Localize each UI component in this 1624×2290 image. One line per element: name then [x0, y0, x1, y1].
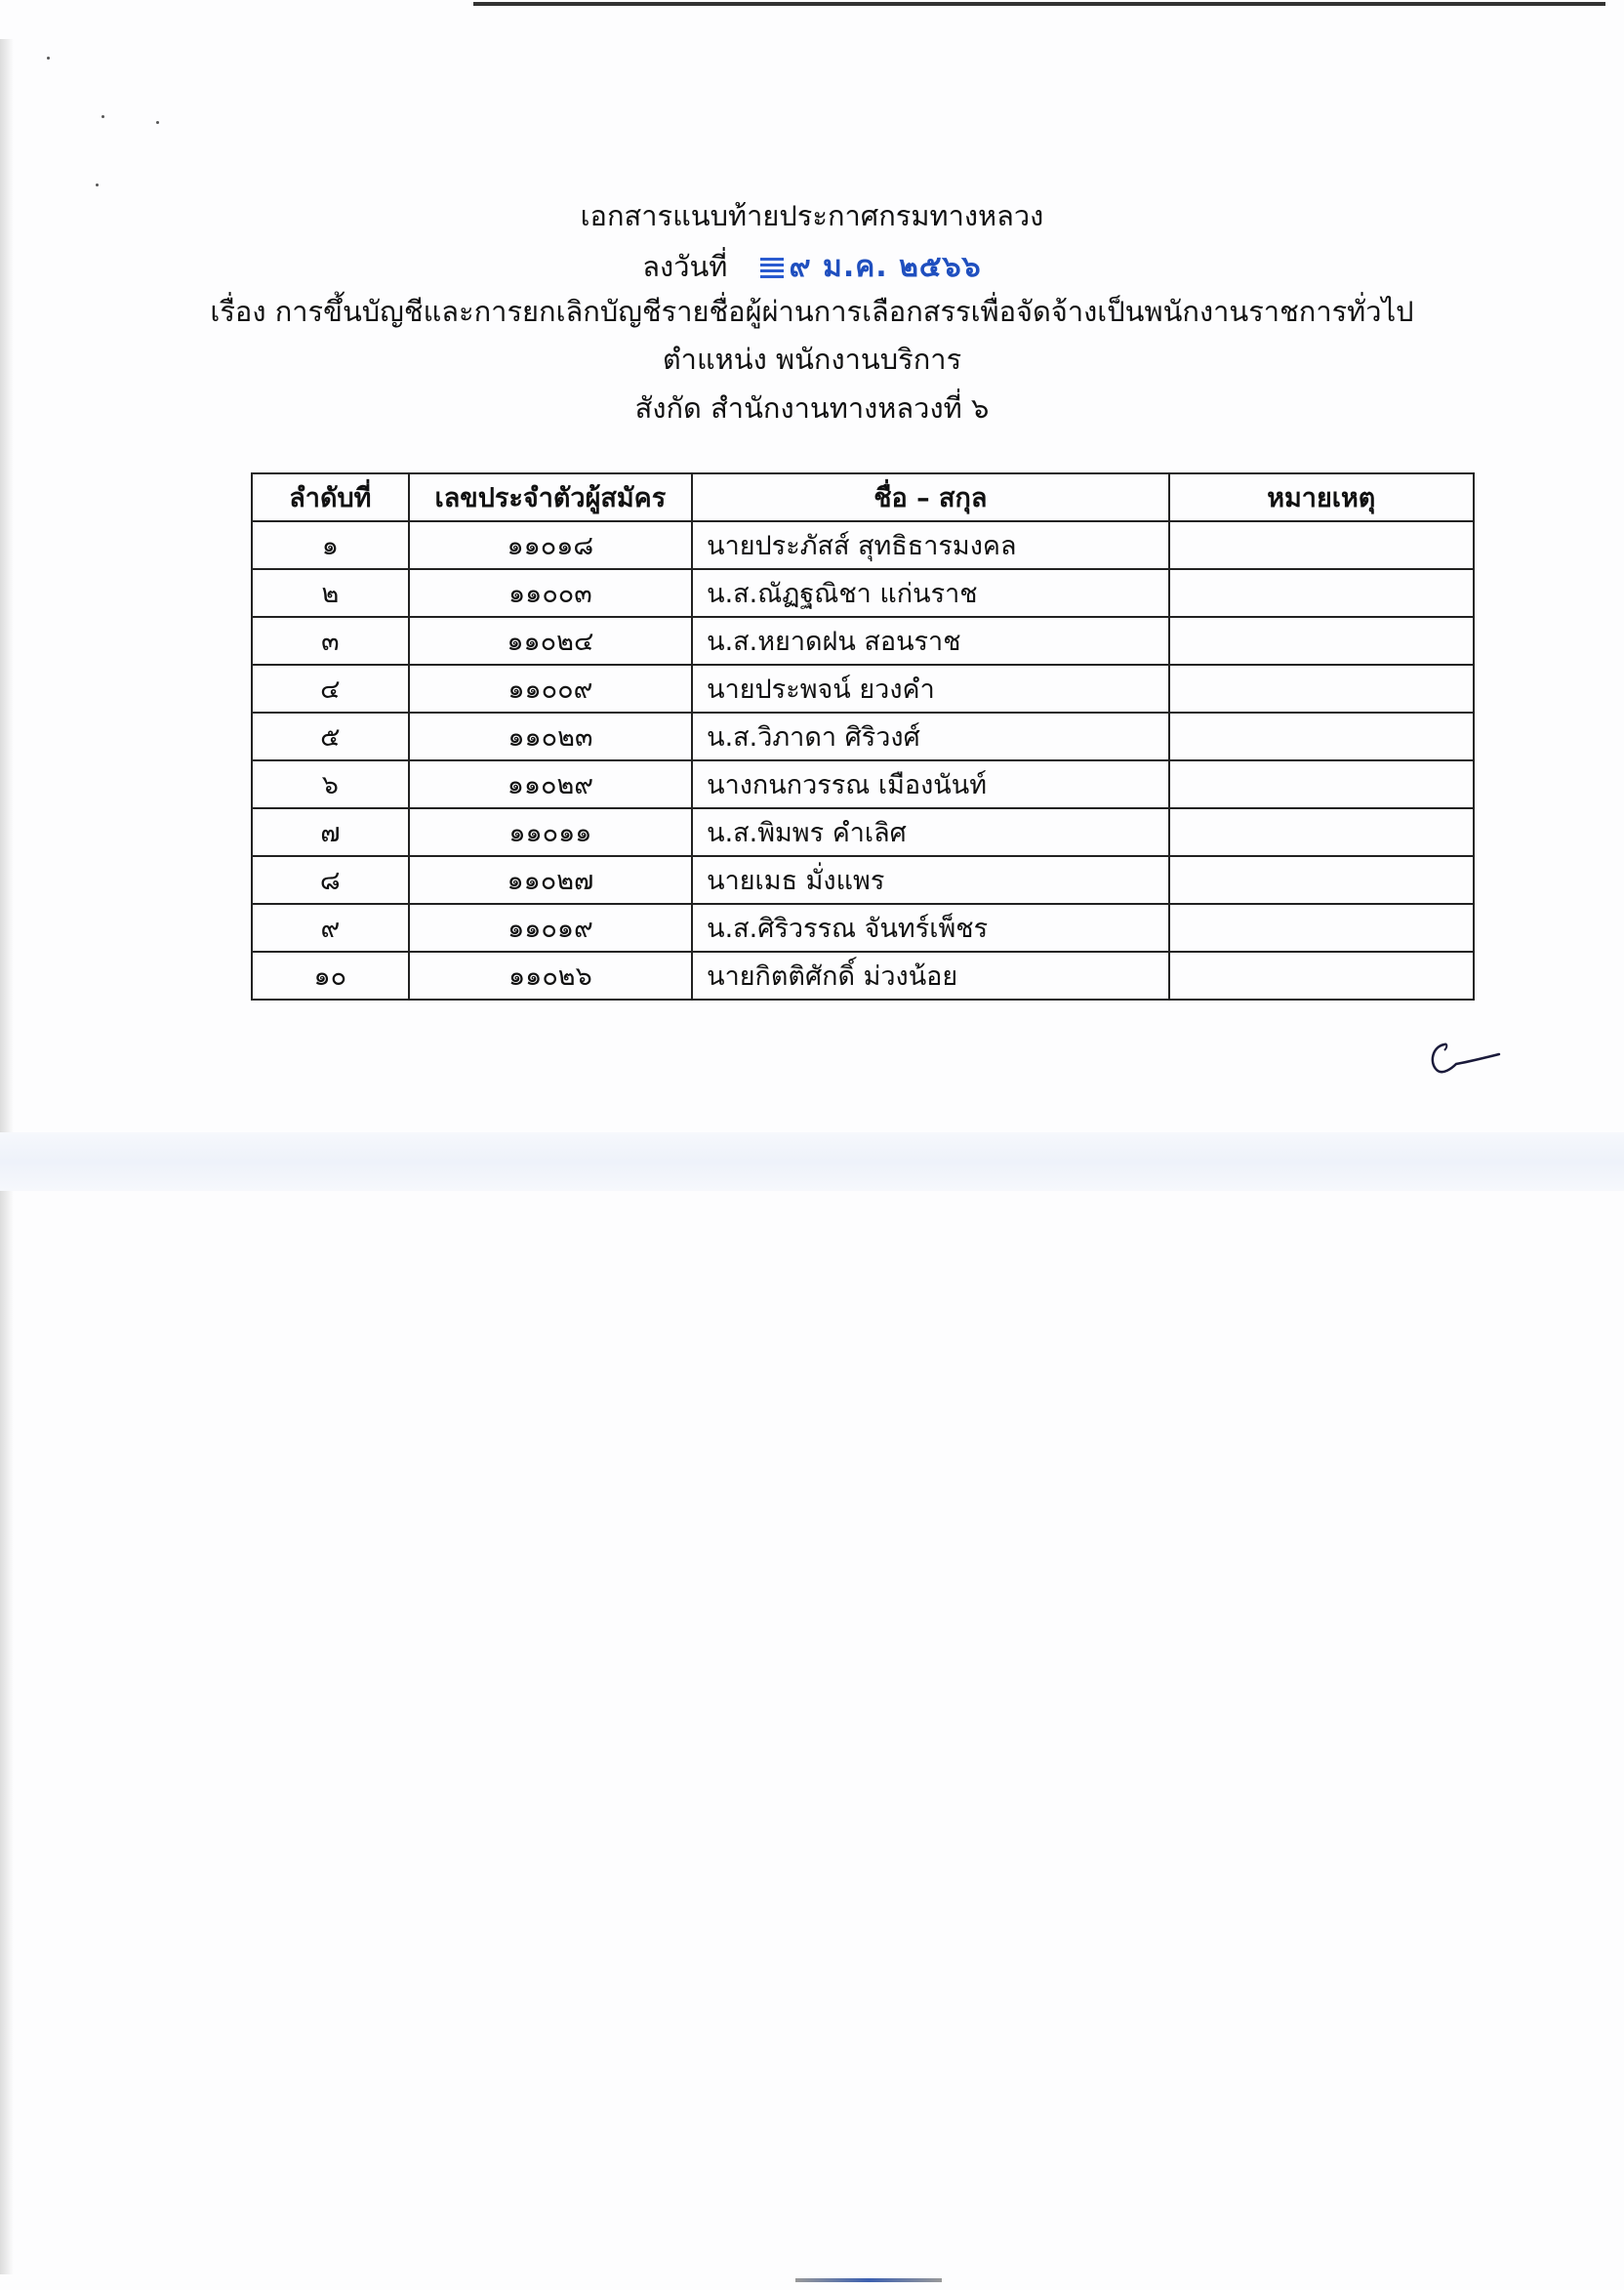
- paper-fold-shade: [0, 1132, 1624, 1191]
- initial-signature: [1423, 1033, 1501, 1082]
- cell-remark: [1169, 521, 1474, 569]
- cell-order: ๔: [252, 665, 409, 713]
- header-remark: หมายเหตุ: [1169, 473, 1474, 521]
- cell-remark: [1169, 856, 1474, 904]
- table-row: [252, 952, 1474, 1000]
- table-row: [252, 665, 1474, 713]
- header-applicant-id: เลขประจำตัวผู้สมัคร: [409, 473, 692, 521]
- subject-line: เรื่อง การขึ้นบัญชีและการยกเลิกบัญชีรายชื่อผู้ผ่านการเลือกสรรเพื่อจัดจ้างเป็นพนักงานราชการทั่วไป: [210, 295, 1414, 328]
- cell-order: ๘: [252, 856, 409, 904]
- cell-remark: [1169, 808, 1474, 856]
- cell-applicant-id: ๑๑๐๑๑: [409, 808, 692, 856]
- scan-top-edge: [473, 2, 1605, 6]
- stamp-mark-icon: [760, 258, 784, 279]
- table-row: [252, 713, 1474, 760]
- cell-name: น.ส.ณัฏฐณิชา แก่นราช: [692, 569, 1168, 617]
- header-name: ชื่อ – สกุล: [692, 473, 1168, 521]
- document-title: เอกสารแนบท้ายประกาศกรมทางหลวง: [580, 199, 1044, 232]
- scan-bottom-mark: [795, 2278, 942, 2282]
- scan-speck: [96, 184, 99, 186]
- cell-name: น.ส.วิภาดา ศิริวงศ์: [692, 713, 1168, 760]
- cell-order: ๙: [252, 904, 409, 952]
- position-line: ตำแหน่ง พนักงานบริการ: [662, 343, 962, 376]
- cell-name: นายประพจน์ ยวงคำ: [692, 665, 1168, 713]
- cell-name: น.ส.พิมพร คำเลิศ: [692, 808, 1168, 856]
- cell-applicant-id: ๑๑๐๒๓: [409, 713, 692, 760]
- cell-name: น.ส.ศิริวรรณ จันทร์เพ็ชร: [692, 904, 1168, 952]
- cell-name: นางกนกวรรณ เมืองนันท์: [692, 760, 1168, 808]
- cell-applicant-id: ๑๑๐๒๖: [409, 952, 692, 1000]
- cell-name: นายกิตติศักดิ์ ม่วงน้อย: [692, 952, 1168, 1000]
- table-header-row: [252, 473, 1474, 521]
- date-line: [0, 244, 1624, 290]
- table-row: [252, 808, 1474, 856]
- cell-applicant-id: ๑๑๐๑๙: [409, 904, 692, 952]
- table-row: [252, 617, 1474, 665]
- table-row: [252, 904, 1474, 952]
- table-row: [252, 856, 1474, 904]
- cell-order: ๖: [252, 760, 409, 808]
- cell-applicant-id: ๑๑๐๒๙: [409, 760, 692, 808]
- cell-remark: [1169, 952, 1474, 1000]
- date-label: ลงวันที่: [642, 250, 728, 283]
- scan-speck: [47, 57, 50, 60]
- cell-applicant-id: ๑๑๐๒๔: [409, 617, 692, 665]
- cell-remark: [1169, 665, 1474, 713]
- table-row: [252, 569, 1474, 617]
- cell-order: ๑: [252, 521, 409, 569]
- cell-name: นายประภัสส์ สุทธิธารมงคล: [692, 521, 1168, 569]
- table-row: [252, 760, 1474, 808]
- scan-speck: [102, 115, 104, 118]
- cell-order: ๑๐: [252, 952, 409, 1000]
- table-row: [252, 521, 1474, 569]
- scan-speck: [156, 121, 159, 124]
- cell-order: ๕: [252, 713, 409, 760]
- date-stamp: [760, 244, 982, 290]
- cell-remark: [1169, 713, 1474, 760]
- cell-applicant-id: ๑๑๐๒๗: [409, 856, 692, 904]
- department-line: สังกัด สำนักงานทางหลวงที่ ๖: [634, 391, 990, 425]
- cell-applicant-id: ๑๑๐๑๘: [409, 521, 692, 569]
- cell-name: น.ส.หยาดฝน สอนราช: [692, 617, 1168, 665]
- cell-order: ๗: [252, 808, 409, 856]
- cell-remark: [1169, 569, 1474, 617]
- cell-remark: [1169, 760, 1474, 808]
- candidate-table: [251, 472, 1475, 1001]
- cell-applicant-id: ๑๑๐๐๙: [409, 665, 692, 713]
- cell-remark: [1169, 904, 1474, 952]
- cell-applicant-id: ๑๑๐๐๓: [409, 569, 692, 617]
- cell-order: ๓: [252, 617, 409, 665]
- header-order: ลำดับที่: [252, 473, 409, 521]
- cell-name: นายเมธ มั่งแพร: [692, 856, 1168, 904]
- cell-remark: [1169, 617, 1474, 665]
- date-stamp-text: ๙ ม.ค. ๒๕๖๖: [789, 250, 982, 284]
- cell-order: ๒: [252, 569, 409, 617]
